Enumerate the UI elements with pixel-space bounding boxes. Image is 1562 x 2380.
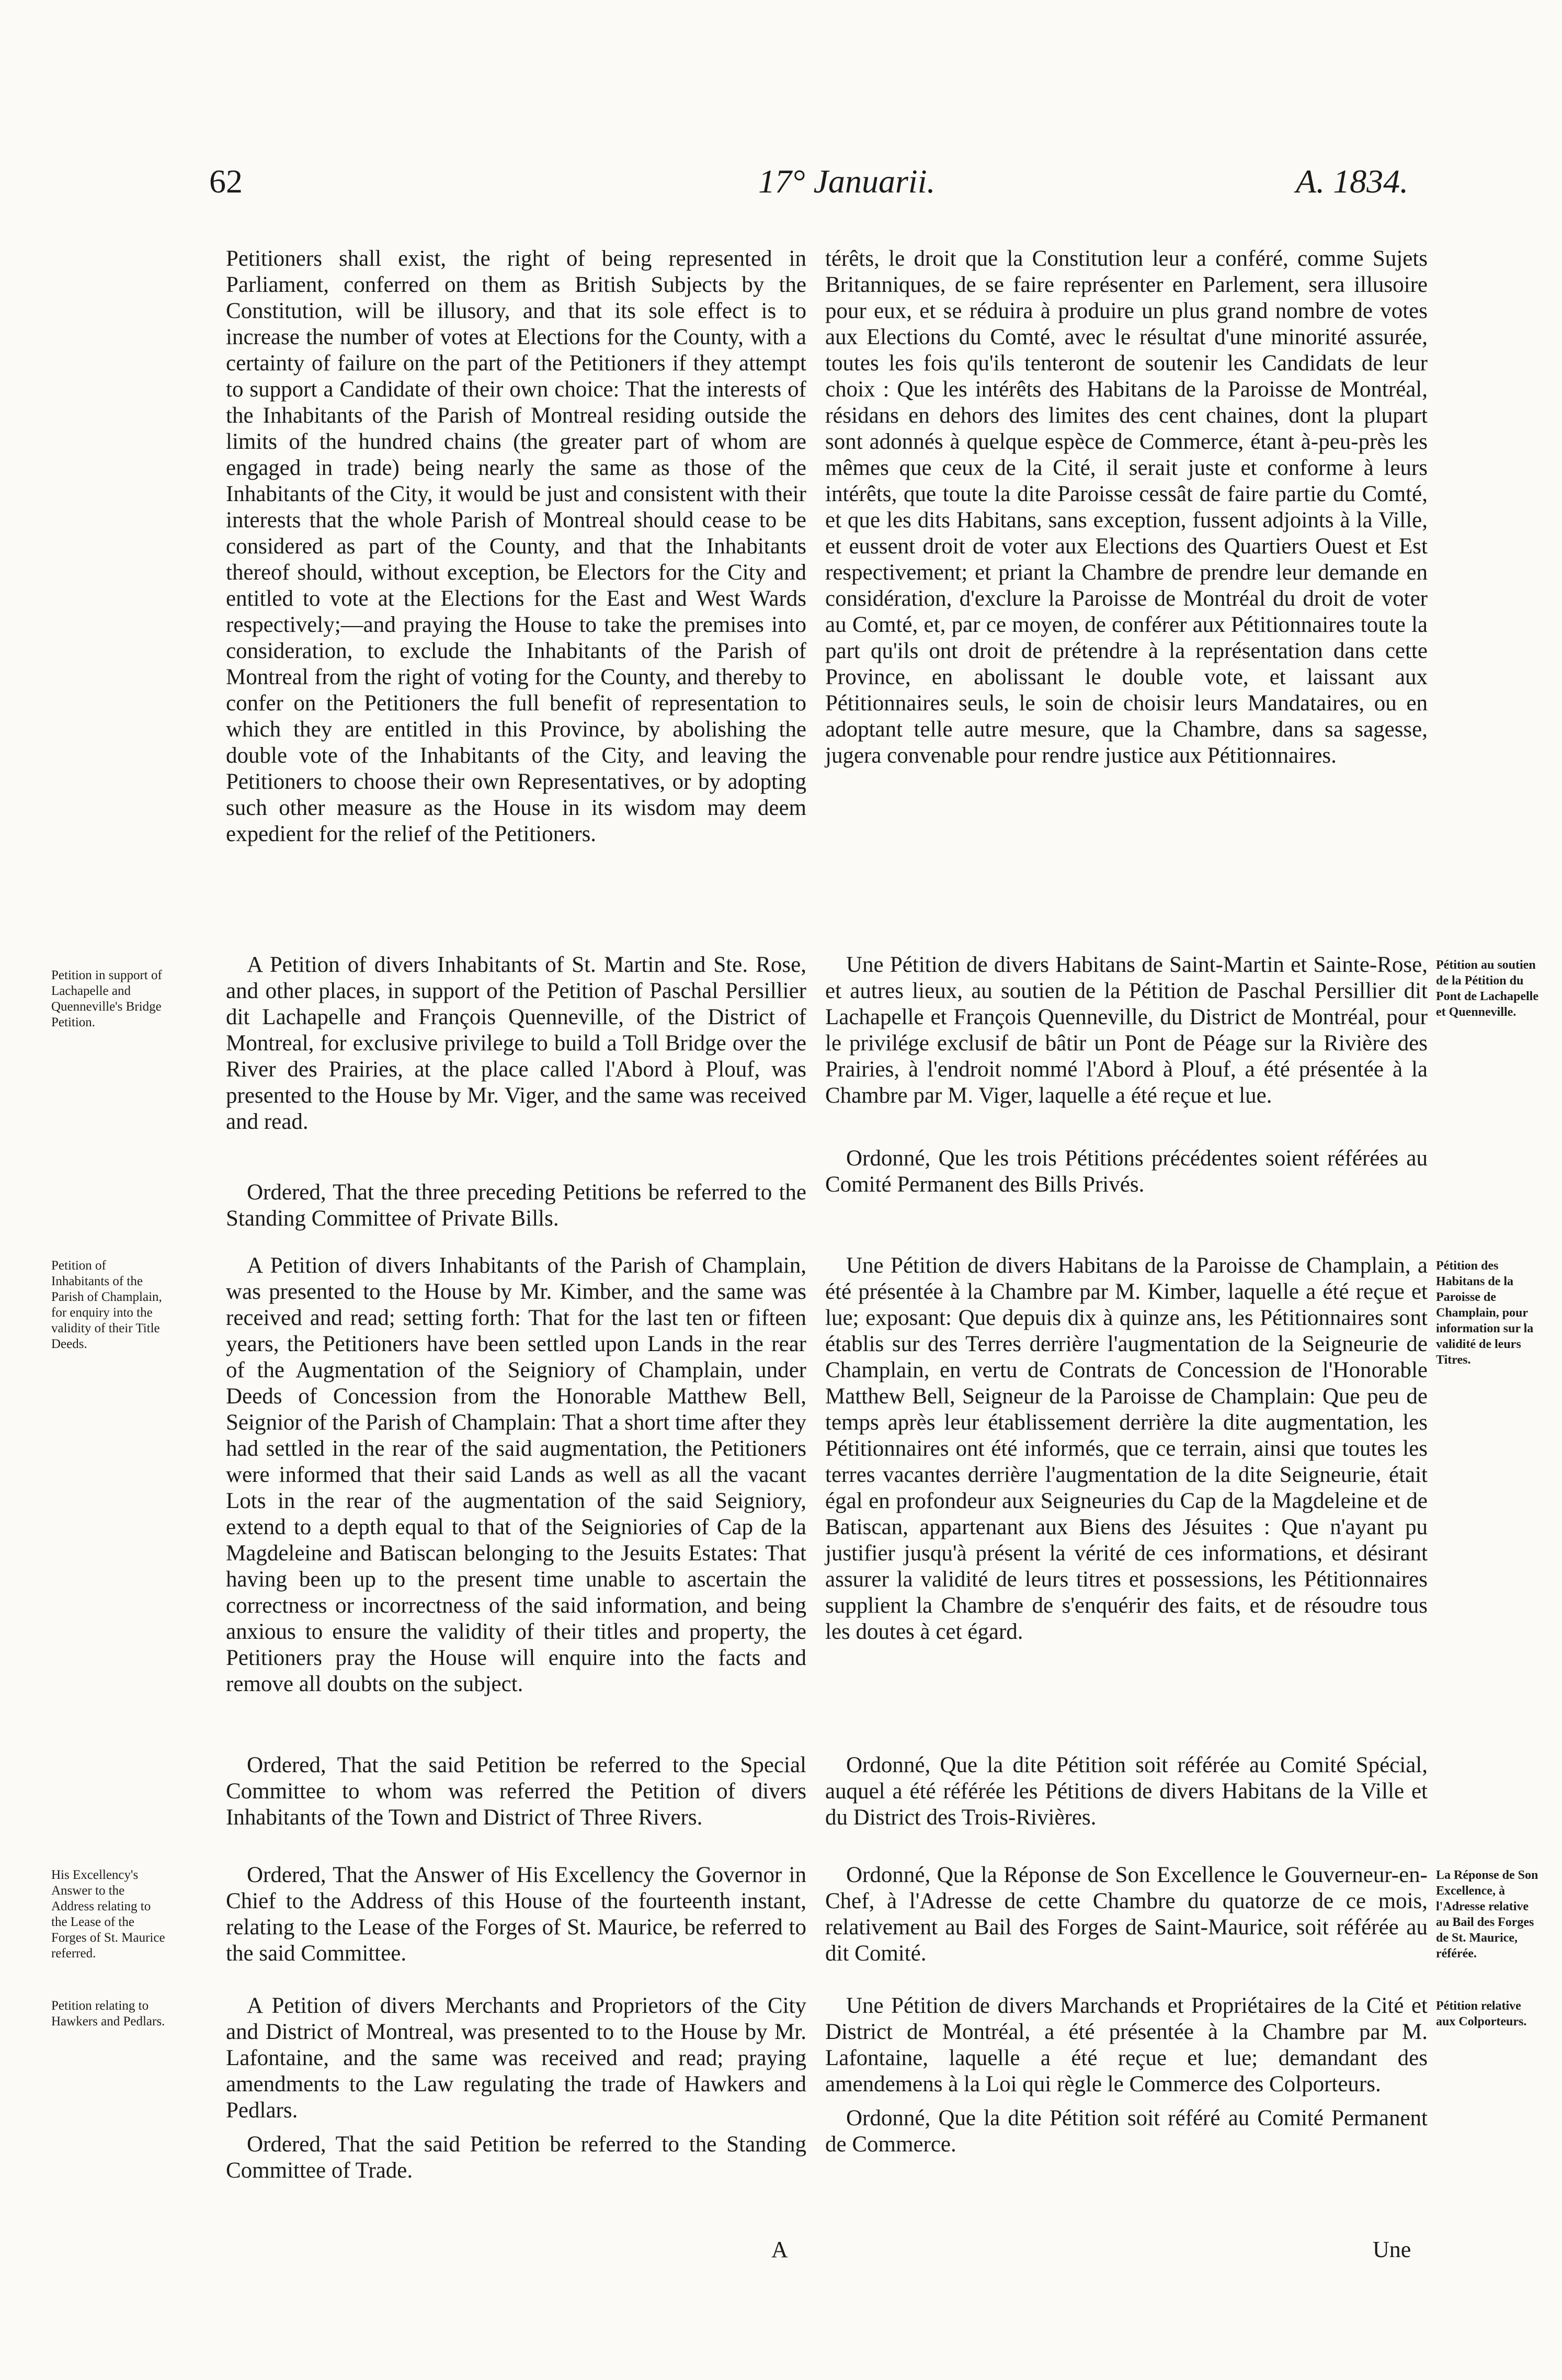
french-paragraph-4: Une Pétition de divers Habitans de la Paroisse de Champlain, a été présentée à la Chambre par M. Kimber, laquelle a été reçue et lue; exposant: Que depuis dix à quinze ans, les Pétitionnaires sont établis sur des Terres derrière l'augmentation de la Seigneurie de Champlain, en vertu de Contrats de Concession de l'Honorable Matthew Bell, Seigneur de la Paroisse de Champlain: Que peu de temps après leur établissement derrière la dite augmentation, les Pétitionnaires ont été informés, que ce terrain, ainsi que toutes les terres vacantes derrière l'augmentation de la dite Seigneurie, était égal en profondeur aux Seigneuries du Cap de la Magdeleine et de Batiscan, appartenant aux Biens des Jésuites : Que n'ayant pu justifier jusqu'à présent la vérité de ces informations, et désirant assurer la validité de leurs titres et possessions, les Pétitionnaires supplient la Chambre de s'enquérir des faits, et de résoudre tous les doutes à cet égard. (825, 1253, 1428, 1644)
page-year: A. 1834. (1296, 163, 1409, 200)
margin-note-right-1: Pétition au soutien de la Pétition du Pont de Lachapelle et Quenneville. (1436, 958, 1538, 1019)
english-paragraph-7: A Petition of divers Merchants and Proprietors of the City and District of Montreal, was presented to to the House by Mr. Lafontaine, and the same was received and read; praying amendments to the Law regulating the trade of Hawkers and Pedlars. (226, 1993, 806, 2123)
english-paragraph-3: Ordered, That the three preceding Petitions be referred to the Standing Committee of Private Bills. (226, 1180, 806, 1231)
margin-note-left-2: Petition of Inhabitants of the Parish of Champlain, for enquiry into the validity of their Title Deeds. (51, 1259, 162, 1351)
english-paragraph-4: A Petition of divers Inhabitants of the Parish of Champlain, was presented to the House by Mr. Kimber, and the same was received and read; setting forth: That for the last ten or fifteen years, the Petitioners have been settled upon Lands in the rear of the Augmentation of the Seigniory of Champlain, under Deeds of Concession from the Honorable Matthew Bell, Seignior of the Parish of Champlain: That a short time after they had settled in the rear of the said augmentation, the Petitioners were informed that their said Lands as well as all the vacant Lots in the rear of the augmentation of the said Seigniory, extend to a depth equal to that of the Seigniories of Cap de la Magdeleine and Batiscan belonging to the Jesuits Estates: That having been up to the present time unable to ascertain the correctness or incorrectness of the said information, and being anxious to ensure the validity of their titles and property, the Petitioners pray the House will enquire into the facts and remove all doubts on the subject. (226, 1253, 806, 1696)
french-paragraph-1: térêts, le droit que la Constitution leur a conféré, comme Sujets Britanniques, de se faire représenter en Parlement, sera illusoire pour eux, et se réduira à produire un plus grand nombre de votes aux Elections du Comté, avec le résultat d'une minorité assurée, toutes les fois qu'ils tenteront de soutenir les Candidats de leur choix : Que les intérêts des Habitans de la Paroisse de Montréal, résidans en dehors des limites des cent chaines, dont la plupart sont adonnés à quelque espèce de Commerce, étant à-peu-près les mêmes que ceux de la Cité, il serait juste et conforme à leurs intérêts, que toute la dite Paroisse cessât de faire partie du Comté, et que les dits Habitans, sans exception, fussent adjoints à la Ville, et eussent droit de voter aux Elections des Quartiers Ouest et Est respectivement; et priant la Chambre de prendre leur demande en considération, d'exclure la Paroisse de Montréal du droit de voter au Comté, et, par ce moyen, de conférer aux Pétitionnaires toute la part qu'ils ont droit de prétendre à la représentation dans cette Province, en abolissant le double vote, et laissant aux Pétitionnaires seuls, le soin de choisir leurs Mandataires, ou en adoptant telle autre mesure, que la Chambre, dans sa sagesse, jugera convenable pour rendre justice aux Pétitionnaires. (825, 246, 1428, 768)
margin-note-right-4: Pétition relative aux Colporteurs. (1436, 1999, 1527, 2028)
catchword-french: Une (1373, 2237, 1411, 2262)
margin-note-left-1: Petition in support of Lachapelle and Quenneville's Bridge Petition. (51, 968, 162, 1029)
french-paragraph-6: Ordonné, Que la Réponse de Son Excellence le Gouverneur-en-Chef, à l'Adresse de cette Chambre du quatorze de ce mois, relativement au Bail des Forges de Saint-Maurice, soit référée au dit Comité. (825, 1863, 1428, 1966)
page-number: 62 (209, 163, 243, 200)
english-paragraph-5: Ordered, That the said Petition be referred to the Special Committee to whom was referred the Petition of divers Inhabitants of the Town and District of Three Rivers. (226, 1753, 806, 1830)
margin-note-left-3: His Excellency's Answer to the Address relating to the Lease of the Forges of St. Maurice referred. (51, 1868, 165, 1960)
english-paragraph-2: A Petition of divers Inhabitants of St. Martin and Ste. Rose, and other places, in support of the Petition of Paschal Persillier dit Lachapelle and François Quenneville, of the District of Montreal, for exclusive privilege to build a Toll Bridge over the River des Prairies, at the place called l'Abord à Plouf, was presented to the House by Mr. Viger, and the same was received and read. (226, 953, 806, 1134)
margin-note-right-3: La Réponse de Son Excellence, à l'Adresse relative au Bail des Forges de St. Maurice, référée. (1436, 1868, 1538, 1960)
page-date: 17° Januarii. (758, 163, 936, 200)
english-paragraph-1: Petitioners shall exist, the right of being represented in Parliament, conferred on them as British Subjects by the Constitution, will be illusory, and that its sole effect is to increase the number of votes at Elections for the County, with a certainty of failure on the part of the Petitioners if they attempt to support a Candidate of their own choice: That the interests of the Inhabitants of the Parish of Montreal residing outside the limits of the hundred chains (the greater part of whom are engaged in trade) being nearly the same as those of the Inhabitants of the City, it would be just and consistent with their interests that the whole Parish of Montreal should cease to be considered as part of the County, and that the Inhabitants thereof should, without exception, be Electors for the City and entitled to vote at the Elections for the East and West Wards respectively;—and praying the House to take the premises into consideration, to exclude the Inhabitants of the Parish of Montreal from the right of voting for the County, and thereby to confer on the Petitioners the full benefit of representation to which they are entitled in this Province, by abolishing the double vote of the Inhabitants of the City, and leaving the Petitioners to choose their own Representatives, or by adopting such other measure as the House in its wisdom may deem expedient for the relief of the Petitioners. (226, 246, 806, 846)
margin-note-right-2: Pétition des Habitans de la Paroisse de Champlain, pour information sur la validité de leurs Titres. (1436, 1259, 1534, 1367)
french-paragraph-8: Ordonné, Que la dite Pétition soit référé au Comité Permanent de Commerce. (825, 2106, 1428, 2157)
french-paragraph-2: Une Pétition de divers Habitans de Saint-Martin et Sainte-Rose, et autres lieux, au soutien de la Pétition de Paschal Persillier dit Lachapelle et François Quenneville, du District de Montréal, pour le privilége exclusif de bâtir un Pont de Péage sur la Rivière des Prairies, à l'endroit nommé l'Abord à Plouf, a été présentée à la Chambre par M. Viger, laquelle a été reçue et lue. (825, 953, 1428, 1108)
english-paragraph-6: Ordered, That the Answer of His Excellency the Governor in Chief to the Address of this House of the fourteenth instant, relating to the Lease of the Forges of St. Maurice, be referred to the said Committee. (226, 1863, 806, 1966)
catchword-english: A (771, 2237, 788, 2262)
english-paragraph-8: Ordered, That the said Petition be referred to the Standing Committee of Trade. (226, 2132, 806, 2183)
margin-note-left-4: Petition relating to Hawkers and Pedlars. (51, 1999, 165, 2028)
french-paragraph-5: Ordonné, Que la dite Pétition soit référée au Comité Spécial, auquel a été référée les Pétitions de divers Habitans de la Ville et du District des Trois-Rivières. (825, 1753, 1428, 1830)
french-paragraph-7: Une Pétition de divers Marchands et Propriétaires de la Cité et District de Montréal, a été présentée à la Chambre par M. Lafontaine, laquelle a été reçue et lue; demandant des amendemens à la Loi qui règle le Commerce des Colporteurs. (825, 1993, 1428, 2096)
french-paragraph-3: Ordonné, Que les trois Pétitions précédentes soient référées au Comité Permanent des Bills Privés. (825, 1146, 1428, 1197)
